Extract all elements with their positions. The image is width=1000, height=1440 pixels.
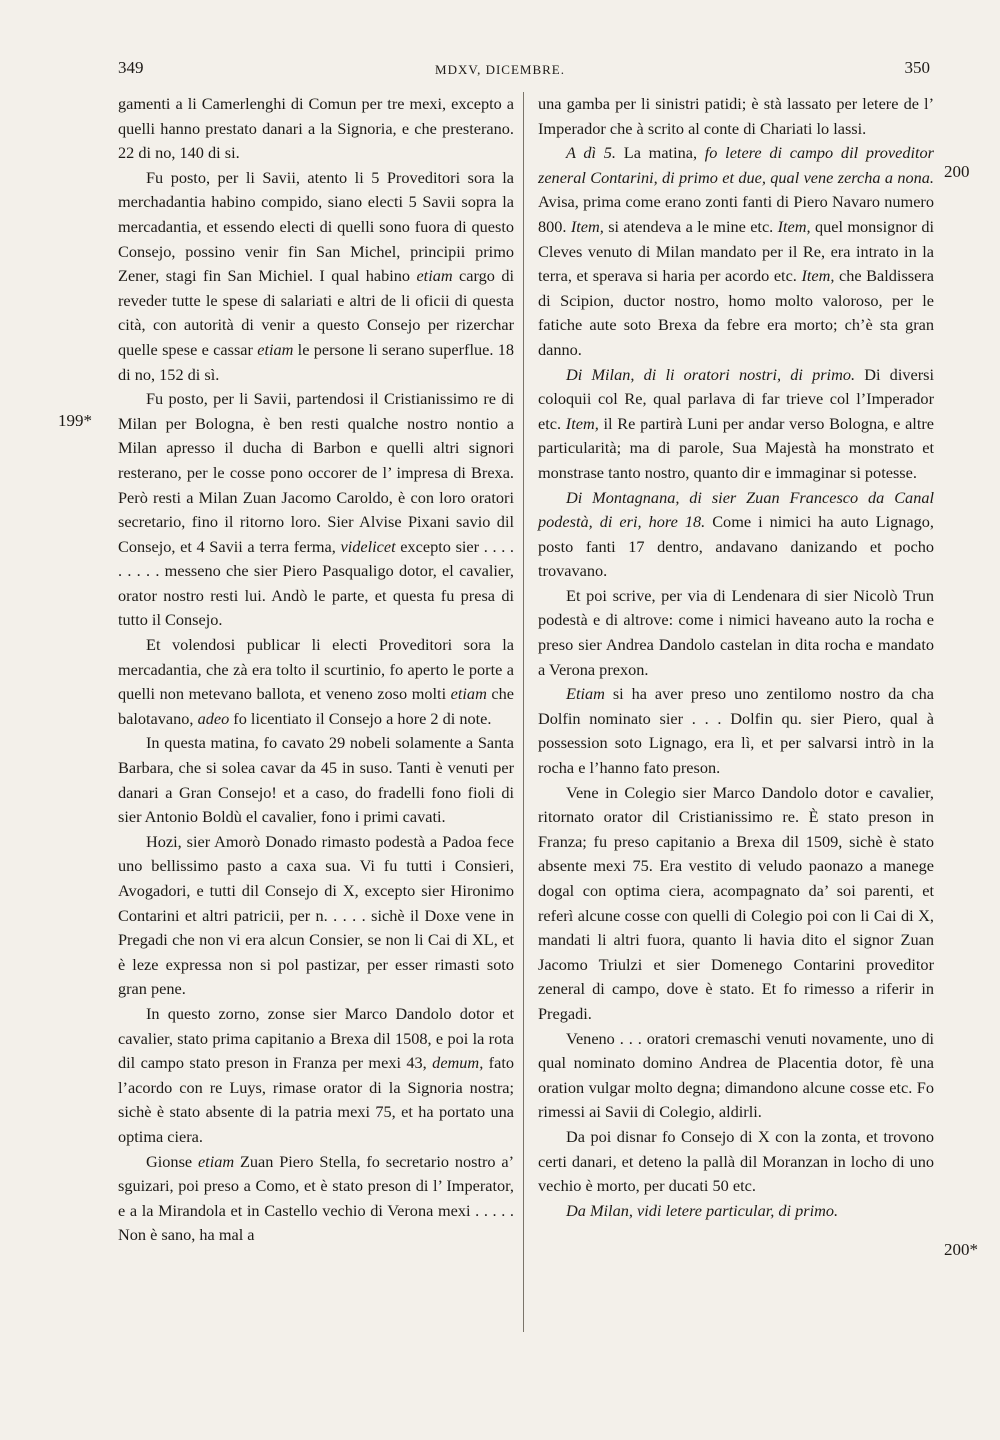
paragraph xyxy=(118,1002,514,1150)
text-run: excepto sier . . . . . . . . . messeno che sier Piero Pasqualigo dotor, el cavalier, orator nostro resti lui. Andò le parte, et questa fu presa di tutto il Consejo. xyxy=(118,536,514,630)
text-run: Fu posto, per li Savii, atento li 5 Proveditori sora la merchadantia habino compido, siano electi 5 Savii sopra la mercadantia, et essendo electi di quelli sono fuora di questo Consejo, possino venir fin San Michel, principii primo Zener, stagi fin San Michiel. I qual habino xyxy=(118,167,514,286)
text-run: le persone li serano superflue. 18 di no, 152 di sì. xyxy=(118,339,514,384)
text-run: Da poi disnar fo Consejo di X con la zonta, et trovono certi danari, et deteno la pallà dil Moranzan in locho di uno vechio è morto, per ducati 50 etc. xyxy=(538,1126,934,1196)
text-run: In questo zorno, zonse sier Marco Dandolo dotor et cavalier, stato prima capitanio a Brexa dil 1508, e poi la rota dil campo stato preson in Franza per mexi 43, xyxy=(118,1003,514,1073)
paragraph xyxy=(118,830,514,1002)
page-number-right: 350 xyxy=(904,58,930,77)
paragraph xyxy=(538,584,934,682)
italic-text: etiam xyxy=(257,339,294,359)
text-run: il Re partirà Luni per andar verso Bologna, e altre particularità; ma di parole, Sua Majestà ha monstrato et monstrase tanto nostro, quanto dir e immaginar si potesse. xyxy=(538,413,934,482)
text-run: fato l’acordo con re Luys, rimase orator di la Signoria nostra; sichè è stato absente di la patria mexi 75, et ha portato una optima ciera. xyxy=(118,1053,514,1146)
margin-marker-200-star: 200* xyxy=(944,1240,978,1259)
text-run: quel monsignor di Cleves venuto di Milan mandato per il Re, era intrato in la terra, et sperava si haria per acordo etc. xyxy=(538,216,934,286)
text-run: che Baldissera di Scipion, ductor nostro, homo molto valoroso, per le fatiche aute soto Brexa da febre era morto; ch’è sta gran danno. xyxy=(538,266,935,359)
margin-marker-200: 200 xyxy=(944,162,970,181)
text-run: che balotavano, xyxy=(118,684,514,728)
italic-text: videlicet xyxy=(340,536,396,556)
italic-text: Item, xyxy=(777,216,811,236)
paragraph xyxy=(118,633,514,731)
paragraph xyxy=(538,363,934,486)
column-divider xyxy=(523,92,524,1332)
paragraph xyxy=(118,1150,514,1248)
text-run: Fu posto, per li Savii, partendosi il Cristianissimo re di Milan per Bologna, è ben resti qualche nostro nontio a Milan apresso il ducha di Barbon e quelli altri signori resterano, per le cosse pono occorer de l’ impresa di Brexa. Però resti a Milan Zuan Jacomo Caroldo, è con loro oratori secretario, fino il ritorno loro. Sier Alvise Pixani savio dil Consejo, et 4 Savii a terra ferma, xyxy=(118,389,514,556)
running-title: MDXV, DICEMBRE. xyxy=(435,62,565,77)
italic-text: adeo xyxy=(197,708,230,728)
italic-text: etiam xyxy=(197,1151,235,1171)
text-run: Gionse xyxy=(146,1151,198,1171)
margin-marker-199: 199* xyxy=(58,411,92,430)
text-run: gamenti a li Camerlenghi di Comun per tre mexi, excepto a quelli hanno prestato danari a la Signoria, e che presterano. 22 di no, 140 di si. xyxy=(118,94,514,163)
paragraph xyxy=(538,781,934,1027)
text-run: Come i nimici ha auto Lignago, posto fanti 17 dentro, andavano danizando et pocho trovavano. xyxy=(538,512,934,581)
italic-text: etiam xyxy=(416,266,453,286)
text-run: fo licentiato il Consejo a hore 2 di note. xyxy=(229,708,492,728)
text-run: Et poi scrive, per via di Lendenara di sier Nicolò Trun podestà e di altrove: come i nimici haveano auto la rocha e preso sier Andrea Dandolo castelan in dita rocha e mandato a Verona prexon. xyxy=(538,585,934,679)
italic-text: Item, xyxy=(570,216,604,236)
text-run: una gamba per li sinistri patidi; è stà lassato per letere de l’ Imperador che à scrito al conte di Chariati lo lassi. xyxy=(538,94,934,138)
paragraph xyxy=(538,682,934,780)
italic-text: Item, xyxy=(801,266,835,286)
right-text-column xyxy=(538,92,934,1223)
italic-text: fo letere di campo dil proveditor zeneral Contarini, di primo et due, qual vene zercha a nona. xyxy=(538,143,934,187)
text-run: si atendeva a le mine etc. xyxy=(603,216,778,236)
italic-text: etiam xyxy=(450,684,487,704)
italic-text: A dì 5. xyxy=(566,143,617,163)
italic-text: Item, xyxy=(565,413,599,433)
paragraph xyxy=(118,92,514,166)
text-run: cargo di reveder tutte le spese di salariati e altri de li oficii di questa cità, con autorità di venir a questo Consejo per rizerchar quelle spese e cassar xyxy=(118,266,514,359)
paragraph xyxy=(538,1125,934,1199)
italic-text: Di Montagnana, di sier Zuan Francesco da Canal podestà, di eri, hore 18. xyxy=(538,487,934,532)
text-run: Avisa, prima come erano zonti fanti di Piero Navaro numero 800. xyxy=(538,192,934,236)
text-run: Hozi, sier Amorò Donado rimasto podestà a Padoa fece uno bellissimo pasto a caxa sua. Vi fu tutti i Consieri, Avogadori, e tutti dil Consejo di X, excepto sier Hironimo Contarini et altri patricii, per n. . . . . sichè il Doxe vene in Pregadi che non vi era alcun Consier, se non li Cai di XL, et è leze expressa non si pol pastizar, per esser rimasti soto gran pene. xyxy=(118,831,514,999)
paragraph xyxy=(118,731,514,829)
paragraph xyxy=(538,1027,934,1125)
text-run: La matina, xyxy=(616,143,705,163)
italic-text: Etiam xyxy=(566,684,605,704)
text-run: si ha aver preso uno zentilomo nostro da cha Dolfin nominato sier . . . Dolfin qu. sier Piero, qual à possession soto Lignago, era lì, et per salvarsi intrò in la rocha e l’hanno fato preson. xyxy=(538,684,934,778)
paragraph xyxy=(538,1199,934,1224)
page-number-left: 349 xyxy=(118,58,144,77)
text-run: Zuan Piero Stella, fo secretario nostro a’ sguizari, poi preso a Como, et è stato preson di l’ Imperator, e a la Mirandola et in Castello vechio di Verona mexi . . . . . Non è sano, ha mal a xyxy=(118,1151,514,1245)
left-text-column xyxy=(118,92,514,1248)
paragraph xyxy=(118,387,514,633)
text-run: Et volendosi publicar li electi Proveditori sora la mercadantia, che zà era tolto il scurtinio, fo aperto le porte a quelli non metevano ballota, et veneno zoso molti xyxy=(118,635,514,704)
paragraph xyxy=(538,92,934,141)
text-run: Di diversi coloquii col Re, qual parlava di far trieve col l’Imperador etc. xyxy=(538,364,934,433)
text-run: Veneno . . . oratori cremaschi venuti novamente, uno di qual nominato domino Andrea de Placentia dotor, fè una oration vulgar molto degna; dimandono alcune cosse etc. Fo rimessi ai Savii di Colegio, aldirli. xyxy=(538,1028,934,1122)
italic-text: Da Milan, vidi letere particular, di primo. xyxy=(566,1200,839,1220)
text-run: Vene in Colegio sier Marco Dandolo dotor e cavalier, ritornato orator dil Cristianissimo re. È stato preson in Franza; fu preso capitanio a Brexa dil 1509, sichè è stato absente mexi 75. Era vestito di veludo paonazo a manege dogal con optima ciera, acompagnato da’ soi parenti, et referì alcune cosse con quelli di Colegio poi con li Cai di X, mandati li altri fuora, quanto li havia dito el signor Zuan Jacomo Triulzi et sier Domenego Contarini proveditor zeneral di campo, dove è stato. Et fo rimesso a riferir in Pregadi. xyxy=(538,782,934,1023)
italic-text: demum, xyxy=(432,1053,484,1073)
paragraph xyxy=(118,166,514,387)
paragraph xyxy=(538,141,934,362)
italic-text: Di Milan, di li oratori nostri, di primo. xyxy=(566,364,856,384)
paragraph xyxy=(538,486,934,584)
text-run: In questa matina, fo cavato 29 nobeli solamente a Santa Barbara, che si solea cavar da 45 in suso. Tanti è venuti per danari a Gran Consejo! et a caso, do fradelli fono fioli di sier Antonio Boldù el cavalier, fono i primi cavati. xyxy=(118,733,514,827)
